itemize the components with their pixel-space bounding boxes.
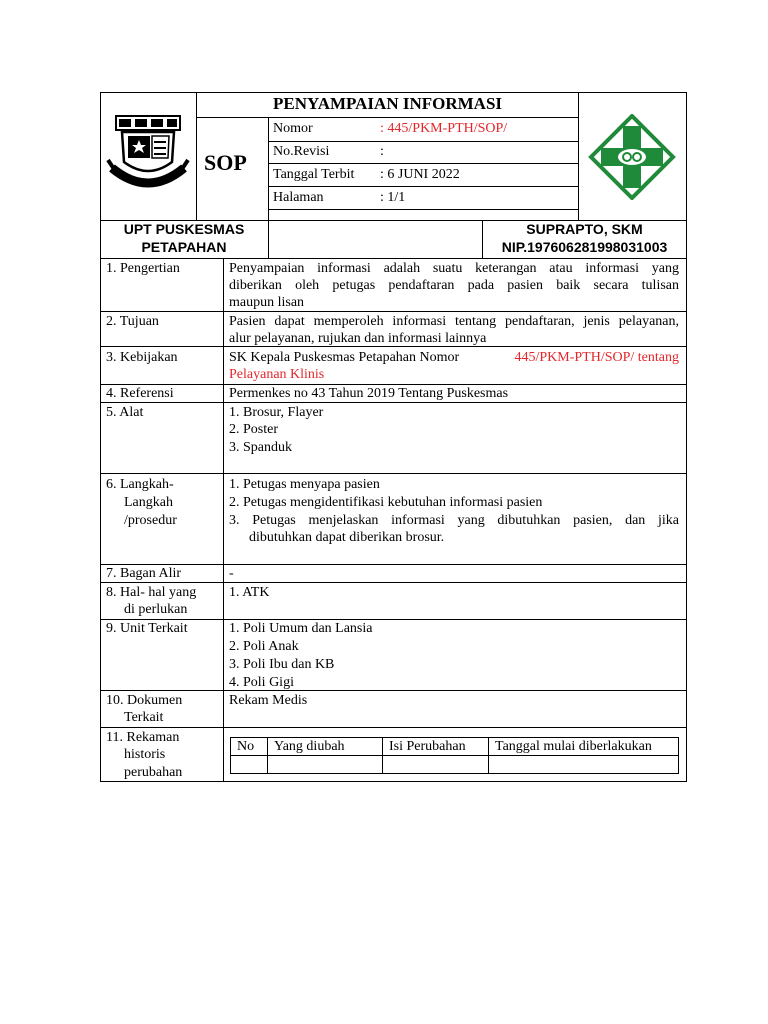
langkah-label-line3: /prosedur — [124, 513, 177, 528]
kebijakan-label: 3. Kebijakan — [106, 350, 178, 365]
bagan-text: - — [229, 566, 234, 581]
tanggal-terbit-label: Tanggal Terbit — [273, 167, 355, 182]
alat-item: 2. Poster — [229, 422, 278, 437]
langkah-step: 1. Petugas menyapa pasien — [229, 477, 380, 492]
hal-label-line1: 8. Hal- hal yang — [106, 585, 197, 600]
history-col-tanggal: Tanggal mulai diberlakukan — [489, 738, 679, 756]
alat-item: 3. Spanduk — [229, 440, 292, 455]
referensi-text: Permenkes no 43 Tahun 2019 Tentang Puskesmas — [229, 386, 509, 401]
revisi-label: No.Revisi — [273, 144, 330, 159]
kebijakan-line2: Pelayanan Klinis — [229, 367, 325, 382]
dokumen-text: Rekam Medis — [229, 693, 308, 708]
history-header-row — [231, 738, 679, 756]
unit-item: 1. Poli Umum dan Lansia — [229, 621, 373, 636]
alat-item: 1. Brosur, Flayer — [229, 405, 324, 420]
history-cell — [231, 756, 268, 774]
unit-item: 2. Poli Anak — [229, 639, 299, 654]
puskesmas-logo-icon — [587, 114, 677, 200]
rekaman-label-line2: historis — [124, 747, 166, 762]
hal-label-line2: di perlukan — [124, 602, 188, 617]
sop-label: SOP — [204, 150, 247, 175]
halaman-value: : 1/1 — [380, 190, 406, 205]
kebijakan-line1 — [229, 349, 679, 367]
hal-text: 1. ATK — [229, 585, 270, 600]
langkah-step: 2. Petugas mengidentifikasi kebutuhan informasi pasien — [229, 495, 543, 510]
tujuan-line2: alur pelayanan, rujukan dan informasi lainnya — [229, 331, 487, 346]
dokumen-label-line1: 10. Dokumen — [106, 693, 183, 708]
unit-label: 9. Unit Terkait — [106, 621, 188, 636]
signer-nip: NIP.197606281998031003 — [501, 239, 668, 255]
signer-name: SUPRAPTO, SKM — [526, 221, 643, 237]
history-empty-row — [231, 756, 679, 774]
dokumen-label-line2: Terkait — [124, 710, 164, 725]
referensi-label: 4. Referensi — [106, 386, 174, 401]
rekaman-label-line3: perubahan — [124, 765, 183, 780]
history-col-yang-diubah: Yang diubah — [268, 738, 383, 756]
history-cell — [383, 756, 489, 774]
nomor-value: : 445/PKM-PTH/SOP/ — [380, 121, 508, 136]
history-cell — [489, 756, 679, 774]
document-title: PENYAMPAIAN INFORMASI — [272, 94, 503, 113]
pengertian-line2: diberikan oleh petugas pendaftaran pada pasien baik secara tulisan — [229, 278, 679, 293]
rekaman-label-line1: 11. Rekaman — [106, 730, 180, 745]
kampar-regency-crest-icon — [106, 110, 190, 196]
tanggal-terbit-value: : 6 JUNI 2022 — [380, 167, 460, 182]
langkah-label-line1: 6. Langkah- — [106, 477, 174, 492]
nomor-label: Nomor — [273, 121, 313, 136]
pengertian-label: 1. Pengertian — [106, 261, 180, 276]
langkah-step: 3. Petugas menjelaskan informasi yang dibutuhkan pasien, dan jika — [229, 513, 679, 528]
langkah-step-cont: dibutuhkan dapat diberikan brosur. — [249, 530, 445, 545]
history-col-isi-perubahan: Isi Perubahan — [383, 738, 489, 756]
history-table — [230, 737, 679, 774]
history-col-no: No — [231, 738, 268, 756]
org-name-line1: UPT PUSKESMAS — [123, 221, 245, 237]
bagan-label: 7. Bagan Alir — [106, 566, 182, 581]
alat-label: 5. Alat — [106, 405, 144, 420]
halaman-label: Halaman — [273, 190, 324, 205]
kebijakan-nomor: 445/PKM-PTH/SOP/ tentang — [514, 350, 679, 365]
history-cell — [268, 756, 383, 774]
revisi-value: : — [380, 144, 384, 159]
tujuan-label: 2. Tujuan — [106, 314, 159, 329]
unit-item: 4. Poli Gigi — [229, 675, 294, 690]
org-name-line2: PETAPAHAN — [141, 239, 227, 255]
tujuan-line1: Pasien dapat memperoleh informasi tentang pendaftaran, jenis pelayanan, — [229, 314, 679, 329]
kebijakan-text: SK Kepala Puskesmas Petapahan Nomor — [229, 350, 460, 365]
pengertian-line1: Penyampaian informasi adalah suatu keterangan atau informasi yang — [229, 261, 679, 276]
langkah-label-line2: Langkah — [124, 495, 173, 510]
pengertian-line3: maupun lisan — [229, 295, 305, 310]
unit-item: 3. Poli Ibu dan KB — [229, 657, 335, 672]
